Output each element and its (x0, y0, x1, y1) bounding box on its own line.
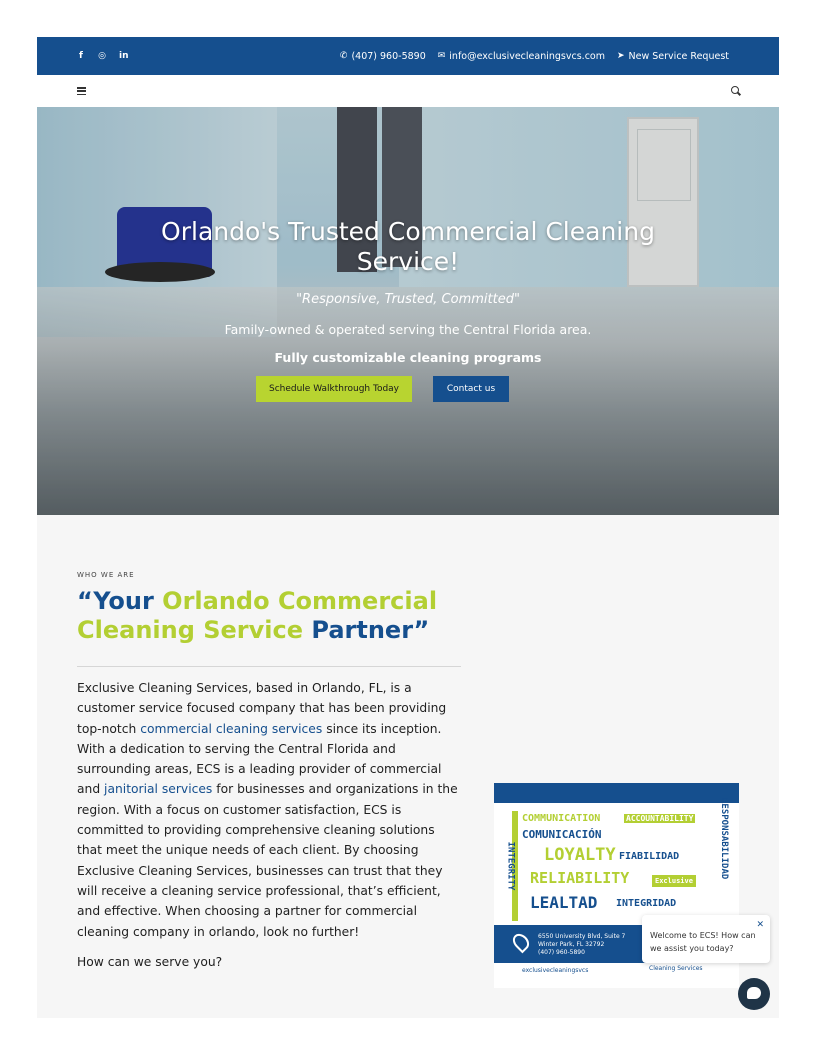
hero-content (37, 107, 779, 515)
hero-section (37, 107, 779, 515)
hero-highlight: Fully customizable cleaning programs (274, 350, 542, 365)
about-text-2: since its inception. With a dedication to serving the Central Florida and surrounding areas, ECS is a leading provider of commercial and (77, 721, 442, 797)
email-link[interactable] (438, 51, 605, 62)
about-title-part3: Partner” (303, 616, 430, 644)
word-integrity: INTEGRITY (505, 841, 516, 891)
word-lealtad: LEALTAD (530, 893, 598, 912)
email-address: info@exclusivecleaningsvcs.com (449, 50, 605, 62)
schedule-walkthrough-button[interactable]: Schedule Walkthrough Today (256, 376, 412, 402)
address-line2: Winter Park, FL 32792 (538, 941, 605, 948)
phone-icon: ✆ (339, 51, 348, 61)
brand-logo: Exclusive (652, 875, 696, 887)
top-bar (37, 37, 779, 75)
contact-links (340, 51, 729, 62)
menu-icon[interactable] (77, 87, 86, 95)
social-links (77, 51, 127, 61)
janitorial-services-link[interactable]: janitorial services (104, 782, 213, 797)
about-title (77, 587, 477, 645)
paper-plane-icon: ➤ (616, 51, 625, 61)
search-icon[interactable] (731, 86, 741, 96)
about-text-1: Exclusive Cleaning Services, based in Orlando, FL, is a customer service focused company that has been providing top-notch (77, 681, 447, 736)
chat-launcher-button[interactable] (738, 978, 770, 1010)
address-phone: (407) 960-5890 (538, 949, 585, 956)
about-paragraph (77, 678, 463, 942)
word-reliability: RELIABILITY (530, 869, 630, 887)
phone-link[interactable] (340, 51, 426, 62)
envelope-icon: ✉ (437, 51, 446, 61)
address-line1: 6550 University Blvd, Suite 7 (538, 933, 626, 940)
about-title-highlight: Orlando Commercial Cleaning Service (77, 587, 438, 644)
about-question: How can we serve you? (77, 955, 223, 969)
hero-subtitle: Family-owned & operated serving the Central Florida area. (224, 322, 592, 337)
contact-us-button[interactable]: Contact us (433, 376, 509, 402)
card-footer-brand: Cleaning Services (649, 965, 703, 972)
word-accountability: ACCOUNTABILITY (626, 814, 694, 823)
linkedin-icon[interactable]: in (119, 51, 129, 61)
about-title-part1: “Your (77, 587, 163, 615)
new-service-request-link[interactable] (617, 51, 729, 62)
hero-tagline: "Responsive, Trusted, Committed" (296, 292, 520, 307)
location-pin-icon (510, 931, 533, 954)
word-communication: COMMUNICATION (522, 813, 601, 824)
close-icon[interactable]: ✕ (756, 920, 764, 930)
divider (77, 666, 461, 667)
word-comunicacion: COMUNICACIÓN (522, 828, 602, 841)
section-kicker: WHO WE ARE (77, 571, 135, 579)
new-service-request-label: New Service Request (628, 50, 729, 62)
word-responsabilidad: RESPONSABILIDAD (719, 798, 729, 880)
about-text-3: for businesses and organizations in the region. With a focus on customer satisfaction, ECS is committed to providing comprehensive cleaning solutions that meet the unique needs of each client. By choosing Exclusive Cleaning Services, businesses can trust that they will receive a cleaning service professional, that’s efficient, and effective. When choosing a partner for commercial cleaning company in orlando, look no further! (77, 782, 458, 939)
chat-welcome-bubble[interactable] (642, 915, 770, 963)
word-integridad: INTEGRIDAD (616, 898, 677, 909)
card-website: exclusivecleaningsvcs (522, 967, 589, 974)
facebook-icon[interactable]: f (79, 51, 83, 61)
instagram-icon[interactable]: ◎ (98, 51, 106, 61)
word-fiabilidad: FIABILIDAD (619, 851, 680, 862)
commercial-cleaning-services-link[interactable]: commercial cleaning services (140, 721, 323, 736)
hero-title: Orlando's Trusted Commercial Cleaning Service! (161, 217, 655, 276)
phone-number: (407) 960-5890 (351, 50, 426, 62)
main-nav (37, 75, 779, 107)
word-loyalty: LOYALTY (544, 845, 616, 865)
chat-welcome-message: Welcome to ECS! How can we assist you today? (650, 931, 756, 953)
card-top-bar (494, 783, 739, 803)
about-section (37, 515, 779, 1018)
